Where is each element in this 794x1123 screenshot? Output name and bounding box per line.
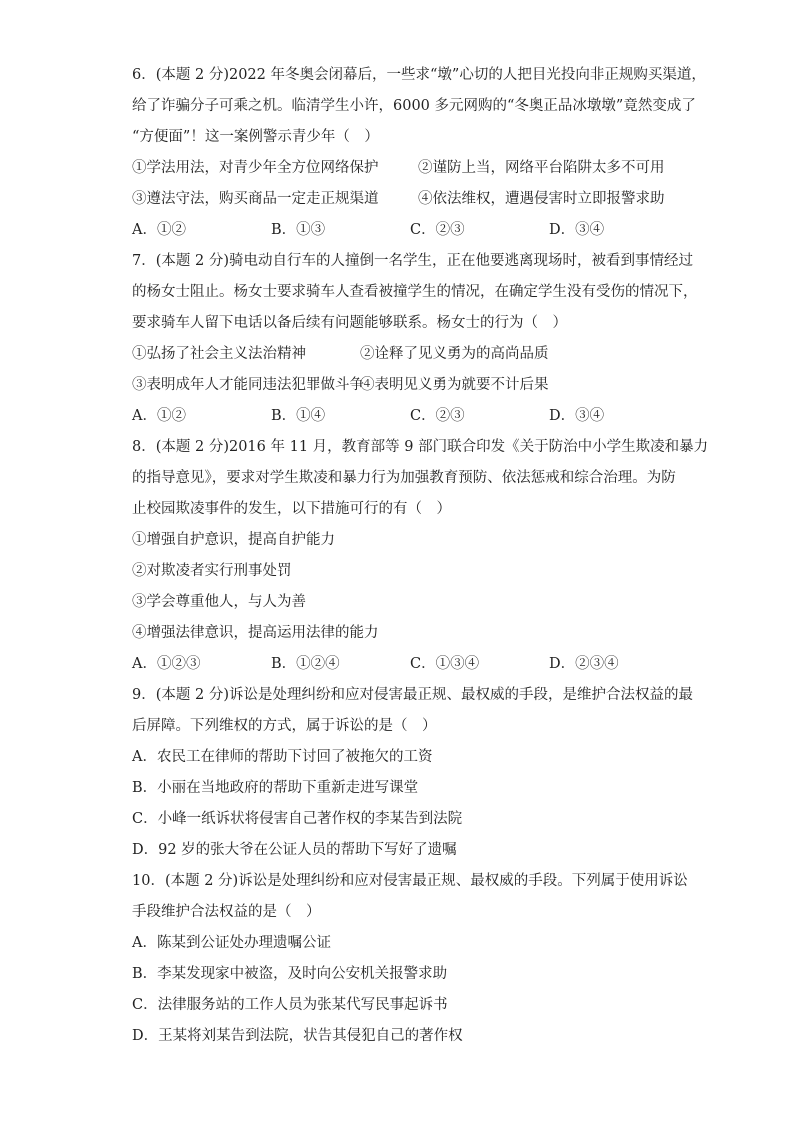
exam-page [132, 60, 709, 1052]
question-stem-line: 止校园欺凌事件的发生，以下措施可行的有（ ） [132, 501, 451, 517]
option-d[interactable]: D．③④ [549, 408, 605, 424]
statement-row [132, 370, 672, 401]
option-b[interactable]: B．①③ [271, 222, 326, 238]
statement: ③表明成年人才能同违法犯罪做斗争 [132, 377, 364, 393]
option-c[interactable]: C．②③ [410, 222, 465, 238]
statement-row [132, 339, 672, 370]
statement: ①学法用法，对青少年全方位网络保护 [132, 160, 379, 176]
question-9 [132, 680, 693, 866]
question-stem-line: 要求骑车人留下电话以备后续有问题能够联系。杨女士的行为（ ） [132, 315, 567, 331]
question-stem-line: 8．(本题 2 分)2016 年 11 月，教育部等 9 部门联合印发《关于防治中小学生欺凌和暴力 [132, 439, 709, 455]
question-stem-line: 手段维护合法权益的是（ ） [132, 904, 321, 920]
statement: ④增强法律意识，提高运用法律的能力 [132, 625, 379, 641]
statement-row [132, 184, 672, 215]
statement: ③遵法守法，购买商品一定走正规渠道 [132, 191, 379, 207]
option-b[interactable]: B．①④ [271, 408, 326, 424]
options-row [132, 649, 672, 680]
option-c[interactable]: C．②③ [410, 408, 465, 424]
option-c[interactable]: C．法律服务站的工作人员为张某代写民事起诉书 [132, 997, 448, 1013]
question-6 [132, 60, 706, 246]
question-stem-line: “方便面”！这一案例警示青少年（ ） [132, 129, 379, 145]
option-d[interactable]: D．②③④ [549, 656, 619, 672]
question-stem-line: 的杨女士阻止。杨女士要求骑车人查看被撞学生的情况，在确定学生没有受伤的情况下， [132, 284, 698, 300]
question-stem-line: 7．(本题 2 分)骑电动自行车的人撞倒一名学生，正在他要逃离现场时，被看到事情经过 [132, 253, 693, 269]
question-8 [132, 432, 709, 680]
question-10 [132, 866, 688, 1052]
statement: ④表明见义勇为就要不计后果 [360, 377, 549, 393]
option-c[interactable]: C．①③④ [410, 656, 480, 672]
statement-row [132, 153, 672, 184]
question-stem-line: 的指导意见》，要求对学生欺凌和暴力行为加强教育预防、依法惩戒和综合治理。为防 [132, 470, 676, 486]
options-row [132, 215, 672, 246]
option-d[interactable]: D．王某将刘某告到法院，状告其侵犯自己的著作权 [132, 1028, 463, 1044]
option-b[interactable]: B．小丽在当地政府的帮助下重新走进写课堂 [132, 780, 419, 796]
statement: ②谨防上当，网络平台陷阱太多不可用 [418, 160, 665, 176]
question-stem-line: 10．(本题 2 分)诉讼是处理纠纷和应对侵害最正规、最权威的手段。下列属于使用诉讼 [132, 873, 688, 889]
question-stem-line: 6．(本题 2 分)2022 年冬奥会闭幕后，一些求“墩”心切的人把目光投向非正规购买渠道， [132, 67, 706, 83]
option-d[interactable]: D．92 岁的张大爷在公证人员的帮助下写好了遗嘱 [132, 842, 457, 858]
question-stem-line: 后屏障。下列维权的方式，属于诉讼的是（ ） [132, 718, 437, 734]
option-a[interactable]: A．陈某到公证处办理遗嘱公证 [132, 935, 331, 951]
statement: ④依法维权，遭遇侵害时立即报警求助 [418, 191, 665, 207]
question-7 [132, 246, 698, 432]
option-c[interactable]: C．小峰一纸诉状将侵害自己著作权的李某告到法院 [132, 811, 463, 827]
question-stem-line: 给了诈骗分子可乘之机。临清学生小许，6000 多元网购的“冬奥正品冰墩墩”竟然变成了 [132, 98, 696, 114]
options-row [132, 401, 672, 432]
statement: ②诠释了见义勇为的高尚品质 [360, 346, 549, 362]
statement: ③学会尊重他人，与人为善 [132, 594, 306, 610]
statement: ①弘扬了社会主义法治精神 [132, 346, 306, 362]
option-a[interactable]: A．①② [132, 408, 186, 424]
statement: ①增强自护意识，提高自护能力 [132, 532, 335, 548]
option-a[interactable]: A．①② [132, 222, 186, 238]
statement: ②对欺凌者实行刑事处罚 [132, 563, 292, 579]
option-a[interactable]: A．农民工在律师的帮助下讨回了被拖欠的工资 [132, 749, 433, 765]
option-d[interactable]: D．③④ [549, 222, 605, 238]
option-b[interactable]: B．①②④ [271, 656, 340, 672]
option-a[interactable]: A．①②③ [132, 656, 201, 672]
option-b[interactable]: B．李某发现家中被盗，及时向公安机关报警求助 [132, 966, 448, 982]
question-stem-line: 9．(本题 2 分)诉讼是处理纠纷和应对侵害最正规、最权威的手段，是维护合法权益的最 [132, 687, 693, 703]
